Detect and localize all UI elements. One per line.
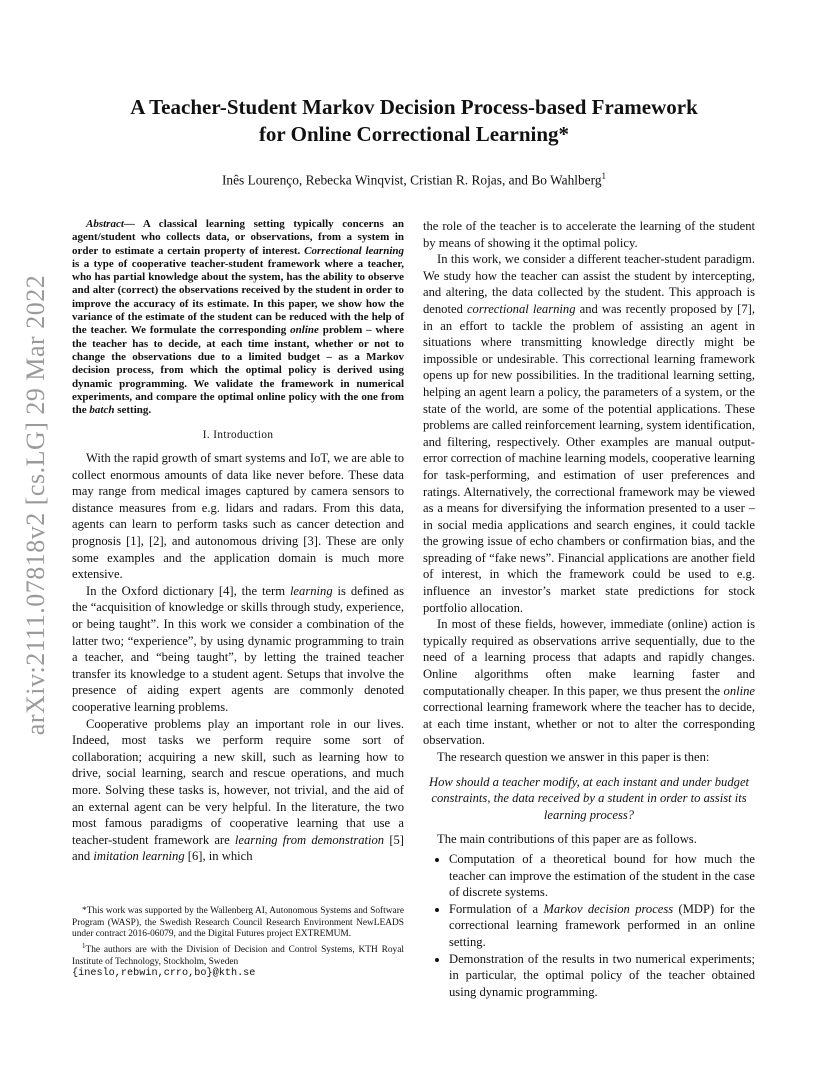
author-list — [60, 171, 768, 188]
list-item: • Demonstration of the results in two numerical experiments; in particular, the optimal policy of the teacher obtained using dynamic programming. — [449, 951, 755, 1001]
arxiv-side-stamp — [18, 255, 54, 755]
footnote-funding: *This work was supported by the Wallenberg AI, Autonomous Systems and Software Program (WASP), the Swedish Research Council Research Environment NewLEADS under contract 2016-06079, and the Digital Futures project EXTREMUM. — [72, 906, 404, 940]
intro-paragraph-1: With the rapid growth of smart systems and IoT, we are able to collect enormous amounts of data like never before. These data may range from medical images captured by camera sensors to distance measures from e.g. lidars and radars. From this data, agents can learn to perform tasks such as cancer detection and prognosis [1], [2], and autonomous driving [3]. These are only some examples and the application domain is much more extensive. — [72, 451, 404, 582]
left-column — [72, 218, 404, 865]
intro-paragraph-2: In the Oxford dictionary [4], the term learning is defined as the “acquisition of knowledge or skills through study, experience, or being taught”. In this work we consider a combination of the latter two; “experience”, by using dynamic programming to train a teacher, and “being taught”, by letting the trained teacher transfer its knowledge to a student agent. Setups that involve the presence of aiding expert agents are commonly denoted cooperative learning problems. — [72, 583, 404, 714]
research-question: How should a teacher modify, at each instant and under budget constraints, the data received by a student in order to assist its learning process? — [428, 774, 750, 822]
intro-paragraph-4: In this work, we consider a different teacher-student paradigm. We study how the teacher can assist the student by intercepting, and altering, the data collected by the student. This approach is denoted correctional learning and was recently proposed by [7], in an effort to tackle the problem of assisting an agent in situations where transmitting knowledge directly might be impossible or undesirable. This correctional learning framework opens up for new possibilities. In the traditional learning setting, helping an agent learn a policy, the parameters of a system, or the state of the world, are some of the potential applications. These problems are called reinforcement learning, system identification, and filtering, respectively. Other examples are manual output-error correction of machine learning models, cooperative learning for task-performing, and estimation of user preferences and ratings. Alternatively, the correctional framework may be viewed as a means for diversifying the information presented to a user – in social media applications and search engines, it could tackle the growing issue of echo chambers or confirmation bias, and the spreading of “fake news”. Financial applications are another field of interest, in which the framework could be used to e.g. influence an investor’s market state predictions for stock portfolio allocation. — [423, 252, 756, 615]
footnotes — [72, 906, 404, 980]
intro-paragraph-5: In most of these fields, however, immediate (online) action is typically required as observations arrive sequentially, due to the need of a learning process that adapts and rapidly changes. Online algorithms often make learning faster and computationally cheaper. In this paper, we thus present the online correctional learning framework where the teacher has to decide, at each time instant, whether or not to alter the corresponding observation. — [423, 617, 755, 748]
title-line-2: for Online Correctional Learning* — [258, 122, 570, 146]
author-emails: {ineslo,rebwin,crro,bo}@kth.se — [72, 968, 256, 980]
contributions-intro: The main contributions of this paper are as follows. — [437, 832, 697, 847]
contributions-list — [423, 851, 755, 1000]
intro-continuation: the role of the teacher is to accelerate the learning of the student by means of showing it the optimal policy. — [423, 219, 755, 250]
research-question-intro: The research question we answer in this paper is then: — [437, 750, 710, 764]
arxiv-identifier: arXiv:2111.07818v2 [cs.LG] 29 Mar 2022 — [21, 274, 51, 736]
right-column — [423, 218, 755, 1000]
list-item: • Computation of a theoretical bound for how much the teacher can improve the estimation of the student in the case of discrete systems. — [449, 851, 755, 901]
title-line-1: A Teacher-Student Markov Decision Process-based Framework — [130, 95, 698, 119]
list-item: • Formulation of a Markov decision process (MDP) for the correctional learning framework performed in an online setting. — [449, 901, 755, 951]
footnote-affiliation: $^1$The authors are with the Division of Decision and Control Systems, KTH Royal Institute of Technology, Stockholm, Sweden — [72, 941, 404, 967]
author-names: Inês Lourenço, Rebecka Winqvist, Cristian R. Rojas, and Bo Wahlberg — [221, 172, 602, 188]
author-affiliation-mark: 1 — [601, 171, 607, 181]
intro-paragraph-3: Cooperative problems play an important role in our lives. Indeed, most tasks we perform require some sort of collaboration; acquiring a new skill, such as learning how to drive, social learning, search and rescue operations, and much more. Solving these tasks is, however, not trivial, and the aid of an external agent can be very helpful. In the literature, the two most famous paradigms of cooperative learning that use a teacher-student framework are learning from demonstration [5] and imitation learning [6], in which — [72, 716, 405, 864]
abstract-label: Abstract — [86, 218, 124, 230]
section-heading-introduction: I. Introduction — [202, 429, 274, 442]
paper-title — [60, 94, 768, 148]
abstract: Abstract— A classical learning setting typically concerns an agent/student who collects data, or observations, from a system in order to estimate a certain property of interest. Correctional learning is a type of cooperative teacher-student framework where a teacher, who has partial knowledge about the system, has the ability to observe and alter (correct) the observations received by the student in order to improve the accuracy of its estimate. In this paper, we show how the variance of the estimate of the student can be reduced with the help of the teacher. We formulate the corresponding online problem – where the teacher has to decide, at each time instant, whether or not to change the observations due to a limited budget – as a Markov decision process, from which the optimal policy is derived using dynamic programming. We validate the framework in numerical experiments, and compare the optimal online policy with the one from the batch setting. — [72, 218, 404, 417]
